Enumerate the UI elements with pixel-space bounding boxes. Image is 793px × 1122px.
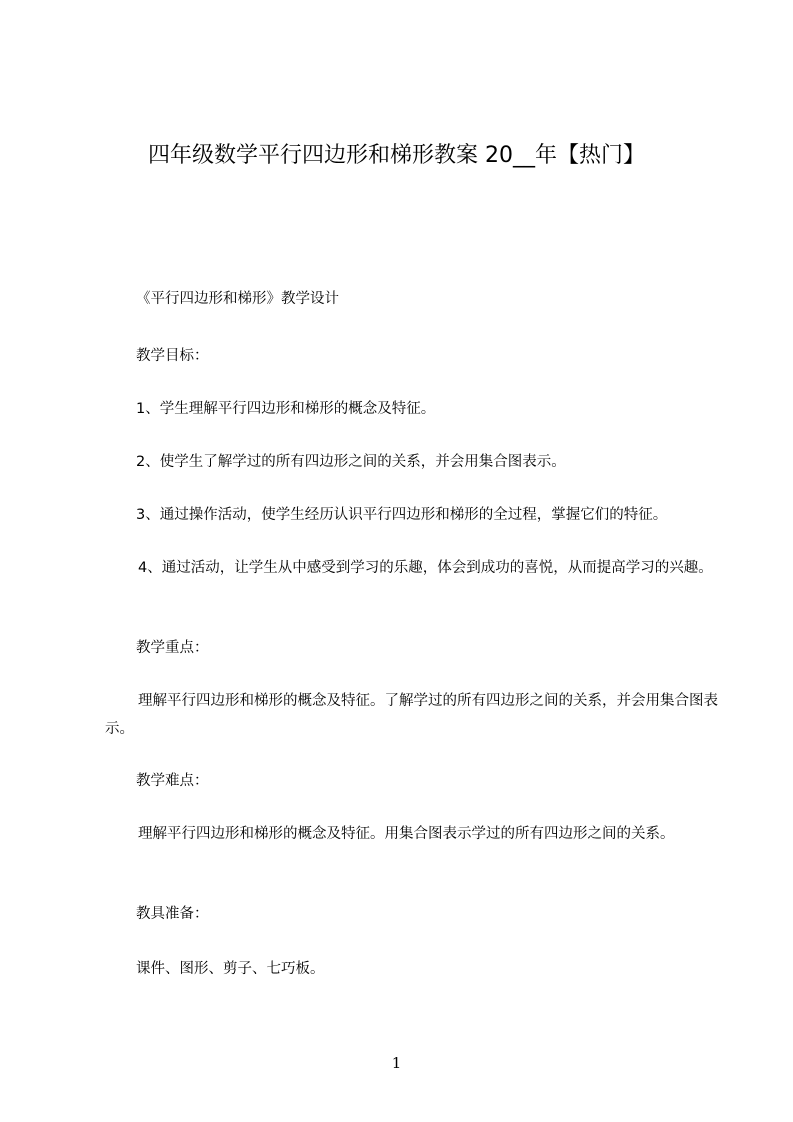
goal-item-2: 2、使学生了解学过的所有四边形之间的关系，并会用集合图表示。 (136, 454, 566, 470)
goal-item-4: 4、通过活动，让学生从中感受到学习的乐趣，体会到成功的喜悦，从而提高学习的兴趣。 (138, 560, 713, 576)
document-title: 四年级数学平行四边形和梯形教案 20__年【热门】 (148, 143, 645, 168)
page-number: 1 (391, 1054, 402, 1072)
heading-difficult-points: 教学难点： (136, 773, 209, 789)
key-points-text: 理解平行四边形和梯形的概念及特征。了解学过的所有四边形之间的关系，并会用集合图表示。 (105, 693, 718, 737)
goal-item-1: 1、学生理解平行四边形和梯形的概念及特征。 (136, 401, 436, 417)
teaching-aids-text: 课件、图形、剪子、七巧板。 (136, 961, 325, 977)
difficult-points-text: 理解平行四边形和梯形的概念及特征。用集合图表示学过的所有四边形之间的关系。 (138, 826, 675, 842)
heading-teaching-aids: 教具准备： (136, 906, 209, 922)
goal-item-3: 3、通过操作活动，使学生经历认识平行四边形和梯形的全过程，掌握它们的特征。 (136, 507, 668, 523)
heading-key-points: 教学重点： (136, 640, 209, 656)
heading-teaching-goals: 教学目标： (136, 348, 209, 364)
section-heading-design: 《平行四边形和梯形》教学设计 (136, 291, 339, 307)
